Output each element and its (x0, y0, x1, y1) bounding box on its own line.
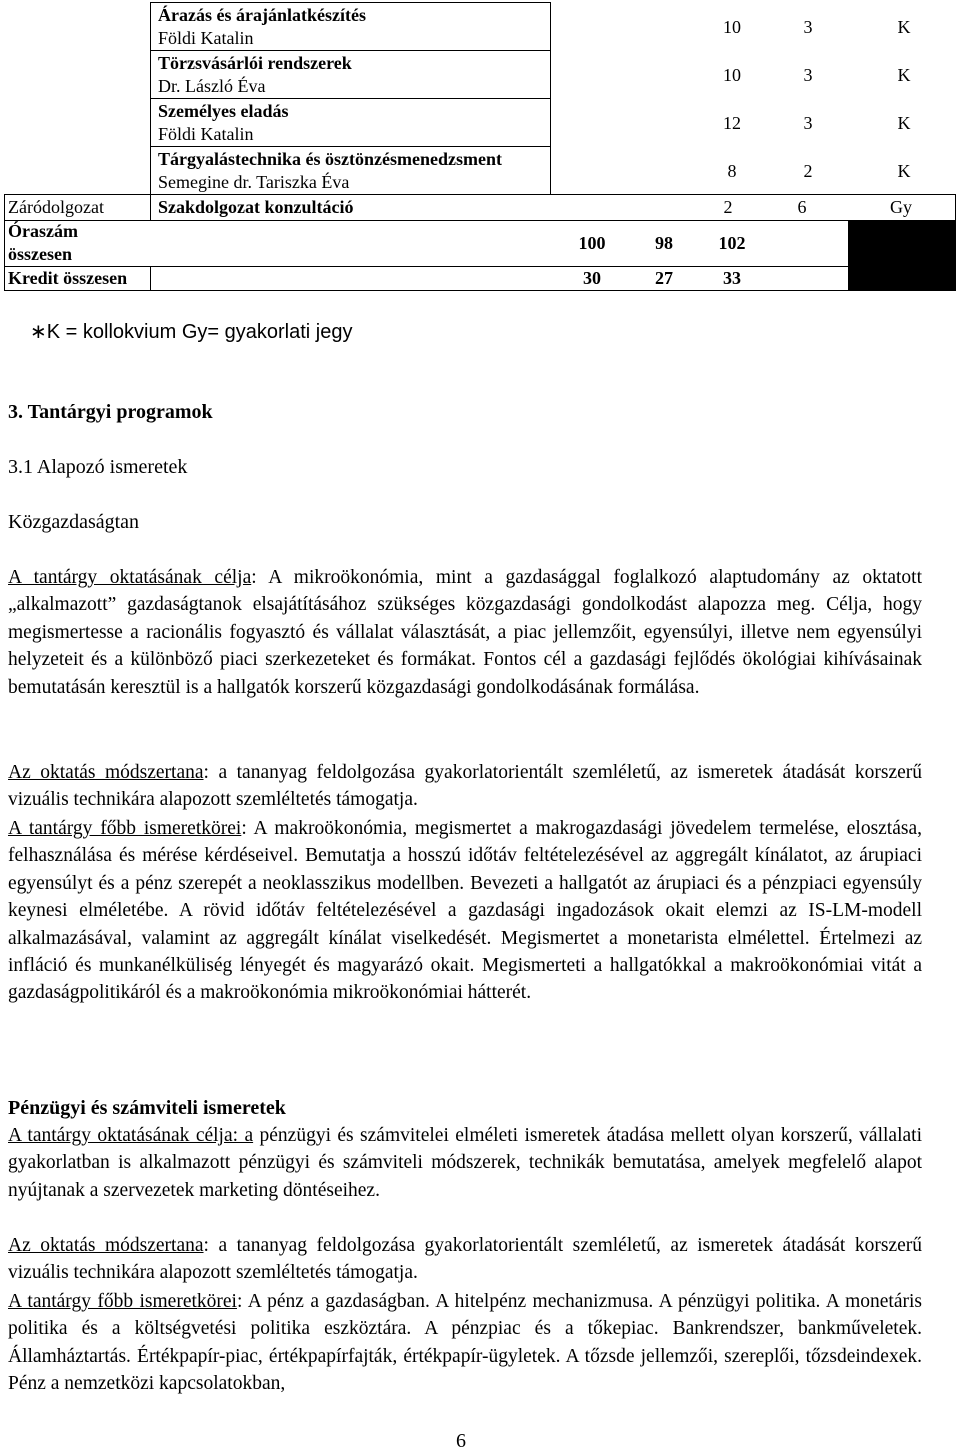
course2-method-text: : a tananyag feldolgozása gyakorlatorientált szemléletű, az ismeretek átadását korszerű vizuális technikára alapozott szemléltetés támogatja. (8, 1235, 922, 1284)
thesis-value-2: 6 (797, 197, 807, 217)
grade-legend (30, 318, 352, 346)
subject-name: Árazás és árajánlatkészítés (158, 5, 366, 25)
credits-total-value-2: 27 (655, 268, 673, 288)
credits-total-value-3: 33 (723, 268, 741, 288)
thesis-label: Záródolgozat (8, 197, 104, 217)
subject-value-2: 2 (803, 161, 813, 181)
subject-teacher: Semegine dr. Tariszka Éva (158, 172, 350, 192)
subject-value-2: 3 (803, 65, 813, 85)
course1-method-text: : a tananyag feldolgozása gyakorlatorientált szemléletű, az ismeretek átadását korszerű vizuális technikára alapozott szemléltetés támogatja. (8, 762, 922, 811)
subject-value-3: K (897, 65, 911, 85)
subject-teacher: Dr. László Éva (158, 76, 266, 96)
subject-value-2: 3 (803, 113, 813, 133)
legend-text: K = kollokvium Gy= gyakorlati jegy (46, 321, 353, 343)
thesis-value-3: Gy (890, 197, 912, 217)
hours-total-value-2: 98 (655, 233, 673, 253)
subject-name: Törzsvásárlói rendszerek (158, 53, 352, 73)
credits-total-label: Kredit összesen (8, 268, 128, 288)
hours-total-value-1: 100 (578, 233, 606, 253)
subject-value-1: 12 (723, 113, 741, 133)
course1-goal-text: : A mikroökonómia, mint a gazdasággal foglalkozó alaptudomány az oktatott „alkalmazott” gazdaságtanok elsajátításához szükséges közgazdasági gondolkodást alapozza meg. Célja, hogy megismertesse a racionális fogyasztó és vállalat választását, a piac jellemzőit, egyensúlyi, illetve nem egyensúlyi helyzeteit és a különböző piaci szerkezeteket és formákat. Fontos cél a gazdasági fejlődés ökológiai kihívásainak bemutatásán keresztül is a hallgatók korszerű közgazdasági gondolkodásának formálása. (8, 567, 922, 698)
page-number: 6 (456, 1430, 466, 1452)
course2-method-label: Az oktatás módszertana (8, 1235, 204, 1256)
subject-teacher: Földi Katalin (158, 124, 254, 144)
course2-goal-text: pénzügyi és számvitelei elméleti ismeretek átadása mellett olyan korszerű, vállalati gyakorlatban is alkalmazott pénzügyi és számviteli módszerek, technikák bemutatása, amelyek megfelelő alapot nyújtanak a szervezetek marketing döntéseihez. (8, 1125, 922, 1201)
course2-topics (8, 1288, 922, 1398)
subject-value-3: K (897, 161, 911, 181)
course2-topics-label: A tantárgy főbb ismeretkörei (8, 1291, 237, 1312)
course1-goal (8, 564, 922, 701)
course1-topics-text: : A makroökonómia, megismertet a makrogazdasági jövedelem termelése, elosztása, felhasználása és mérése kérdéseivel. Bemutatja a hosszú időtáv feltételezésével az aggregált kínálatot, az árupiaci egyensúlyt és a pénz szerepét a neoklasszikus modellben. Bevezeti a hallgatót az árupiaci és a pénzpiaci egyensúly keynesi elméletébe. A rövid időtáv feltételezésével a gazdasági ingadozások okait elemzi az IS-LM-modell alkalmazásával, valamint az aggregált kínálat viselkedését. Megismertet a monetarista elmélettel. Értelmezi az infláció és munkanélküliség lényegét és magyarázó okait. Megismerteti a hallgatókkal a makroökonómiai vitát a gazdaságpolitikáról és a makroökonómia mikroökonómiai hátterét. (8, 818, 923, 1004)
subject-value-3: K (897, 17, 911, 37)
course1-method (8, 759, 922, 814)
course2-goal-label: A tantárgy oktatásának célja: a (8, 1125, 254, 1146)
hours-total-label-2: összesen (8, 244, 72, 264)
subject-value-3: K (897, 113, 911, 133)
hours-total-value-3: 102 (718, 233, 746, 253)
subject-name: Személyes eladás (158, 101, 289, 121)
course1-topics (8, 815, 922, 1007)
subject-value-2: 3 (803, 17, 813, 37)
subject-teacher: Földi Katalin (158, 28, 254, 48)
subject-value-1: 10 (723, 65, 741, 85)
subject-name: Tárgyalástechnika és ösztönzésmenedzsment (158, 149, 502, 169)
subsection-title: 3.1 Alapozó ismeretek (8, 456, 188, 478)
hours-total-label: Óraszám (8, 221, 78, 241)
thesis-value-1: 2 (723, 197, 733, 217)
course-title-economics: Közgazdaságtan (8, 511, 140, 533)
credits-total-value-1: 30 (583, 268, 601, 288)
legend-star: ∗ (30, 321, 47, 343)
course1-method-label: Az oktatás módszertana (8, 762, 204, 783)
course2-method (8, 1232, 922, 1287)
course2-goal (8, 1122, 922, 1204)
course1-goal-label: A tantárgy oktatásának célja (8, 567, 252, 588)
course1-topics-label: A tantárgy főbb ismeretkörei (8, 818, 242, 839)
section-title: 3. Tantárgyi programok (8, 401, 213, 423)
table-filled-cell (848, 220, 956, 291)
course2-topics-text: : A pénz a gazdaságban. A hitelpénz mechanizmusa. A pénzügyi politika. A monetáris politika és a költségvetési politika eszköztára. A pénzpiac és a tőkepiac. Bankrendszer, bankműveletek. Államháztartás. Értékpapír-piac, értékpapírfajták, értékpapír-ügyletek. A tőzsde jellemzői, szereplői, tőzsdeindexek. Pénz a nemzetközi kapcsolatokban, (8, 1291, 922, 1395)
subject-value-1: 8 (727, 161, 737, 181)
course-title-finance: Pénzügyi és számviteli ismeretek (8, 1097, 286, 1119)
subject-value-1: 10 (723, 17, 741, 37)
thesis-name: Szakdolgozat konzultáció (158, 197, 354, 217)
